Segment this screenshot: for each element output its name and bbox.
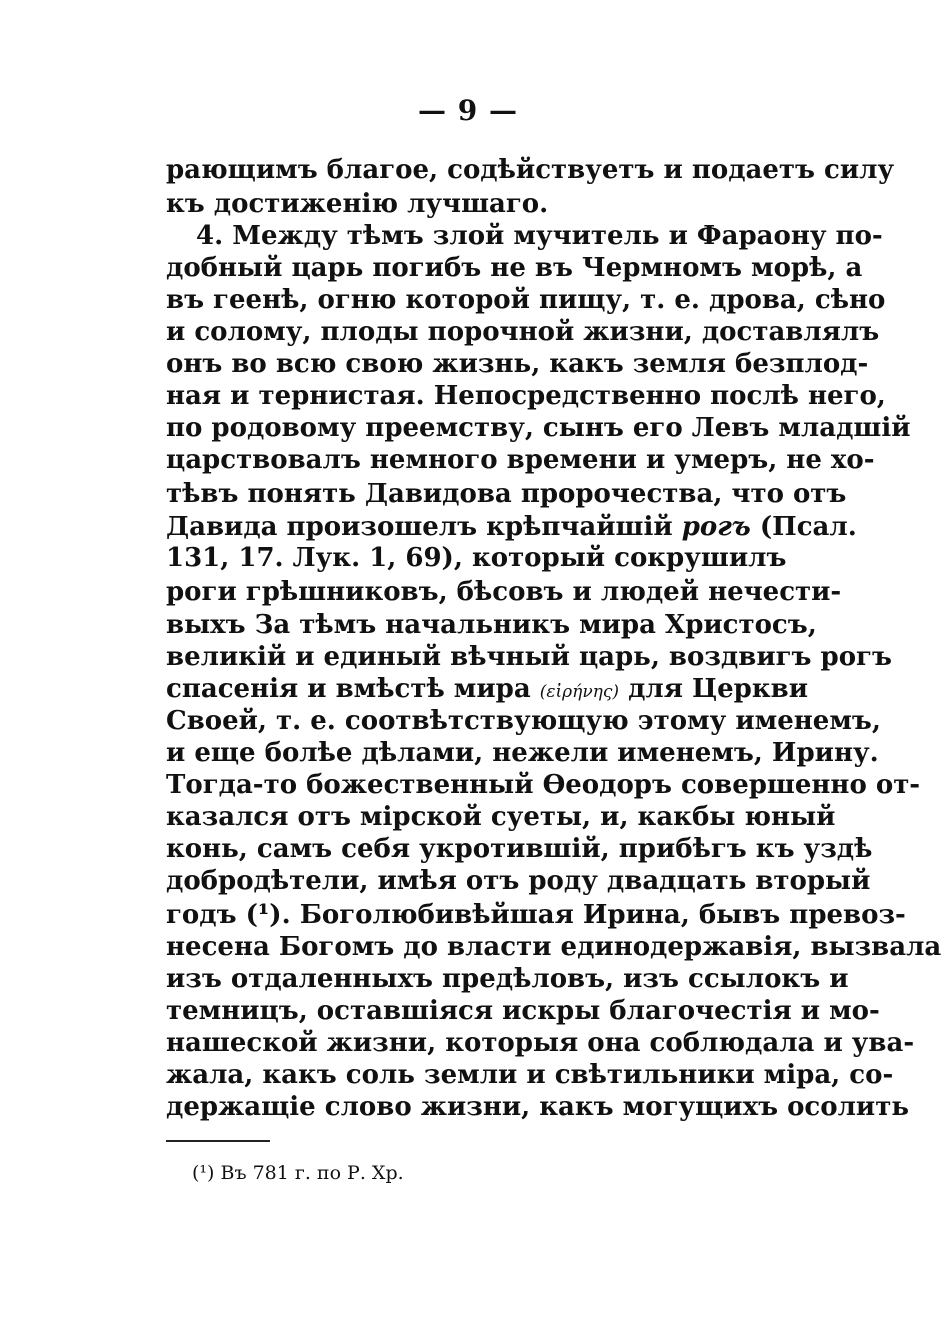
footnote-divider bbox=[166, 1140, 270, 1142]
text-line: изъ отдаленныхъ предѣловъ, изъ ссылокъ и bbox=[166, 964, 849, 994]
text-line: держащіе слово жизни, какъ могущихъ осолить bbox=[166, 1092, 909, 1122]
text-segment: для Церкви bbox=[628, 674, 808, 704]
footnote: (¹) Въ 781 г. по Р. Хр. bbox=[192, 1162, 404, 1184]
text-line: нашеской жизни, которыя она соблюдала и ува- bbox=[166, 1028, 915, 1058]
text-line: темницъ, оставшіяся искры благочестія и мо- bbox=[166, 996, 880, 1026]
text-line: и еще болѣе дѣлами, нежели именемъ, Ирину. bbox=[166, 738, 879, 768]
text-line: жала, какъ соль земли и свѣтильники міра, со- bbox=[166, 1060, 894, 1090]
text-line: онъ во всю свою жизнь, какъ земля безплод- bbox=[166, 349, 869, 379]
text-line: царствовалъ немного времени и умеръ, не хо- bbox=[166, 445, 875, 475]
text-line: Своей, т. е. соотвѣтствующую этому именемъ, bbox=[166, 706, 881, 736]
text-segment: Давида произошелъ крѣпчайшій bbox=[166, 512, 673, 542]
text-line: годъ (¹). Боголюбивѣйшая Ирина, бывъ превоз- bbox=[166, 900, 906, 930]
text-line: Тогда-то божественный Ѳеодоръ совершенно от- bbox=[166, 770, 921, 800]
text-line: несена Богомъ до власти единодержавія, вызвала bbox=[166, 932, 941, 962]
paragraph-first-line: 4. Между тѣмъ злой мучитель и Фараону по- bbox=[196, 221, 883, 251]
text-line bbox=[166, 672, 808, 706]
text-line: ная и тернистая. Непосредственно послѣ него, bbox=[166, 381, 886, 411]
text-line: и солому, плоды порочной жизни, доставлялъ bbox=[166, 317, 880, 347]
italic-word: рогъ bbox=[681, 512, 751, 542]
text-line: въ геенѣ, огню которой пищу, т. е. дрова, сѣно bbox=[166, 285, 886, 315]
text-segment: спасенія и вмѣстѣ мира bbox=[166, 674, 531, 704]
text-line bbox=[166, 510, 857, 544]
text-line: рающимъ благое, содѣйствуетъ и подаетъ силу bbox=[166, 155, 895, 185]
page-number: — 9 — bbox=[418, 94, 518, 127]
text-line: выхъ За тѣмъ начальникъ мира Христосъ, bbox=[166, 610, 817, 640]
text-line: роги грѣшниковъ, бѣсовъ и людей нечести- bbox=[166, 577, 842, 607]
text-line: тѣвъ понять Давидова пророчества, что отъ bbox=[166, 479, 847, 509]
greek-word: (εἰρήνης) bbox=[539, 682, 620, 702]
text-line: добродѣтели, имѣя отъ роду двадцать вторый bbox=[166, 866, 871, 896]
text-line: къ достиженію лучшаго. bbox=[166, 189, 549, 219]
text-line: добный царь погибъ не въ Чермномъ морѣ, а bbox=[166, 253, 863, 283]
text-segment: (Псал. bbox=[759, 512, 857, 542]
text-line: великій и единый вѣчный царь, воздвигъ рогъ bbox=[166, 642, 892, 672]
text-line: казался отъ мірской суеты, и, какбы юный bbox=[166, 802, 836, 832]
text-line: конь, самъ себя укротившій, прибѣгъ къ уздѣ bbox=[166, 834, 873, 864]
text-line: по родовому преемству, сынъ его Левъ младшій bbox=[166, 413, 911, 443]
text-line: 131, 17. Лук. 1, 69), который сокрушилъ bbox=[166, 543, 787, 573]
